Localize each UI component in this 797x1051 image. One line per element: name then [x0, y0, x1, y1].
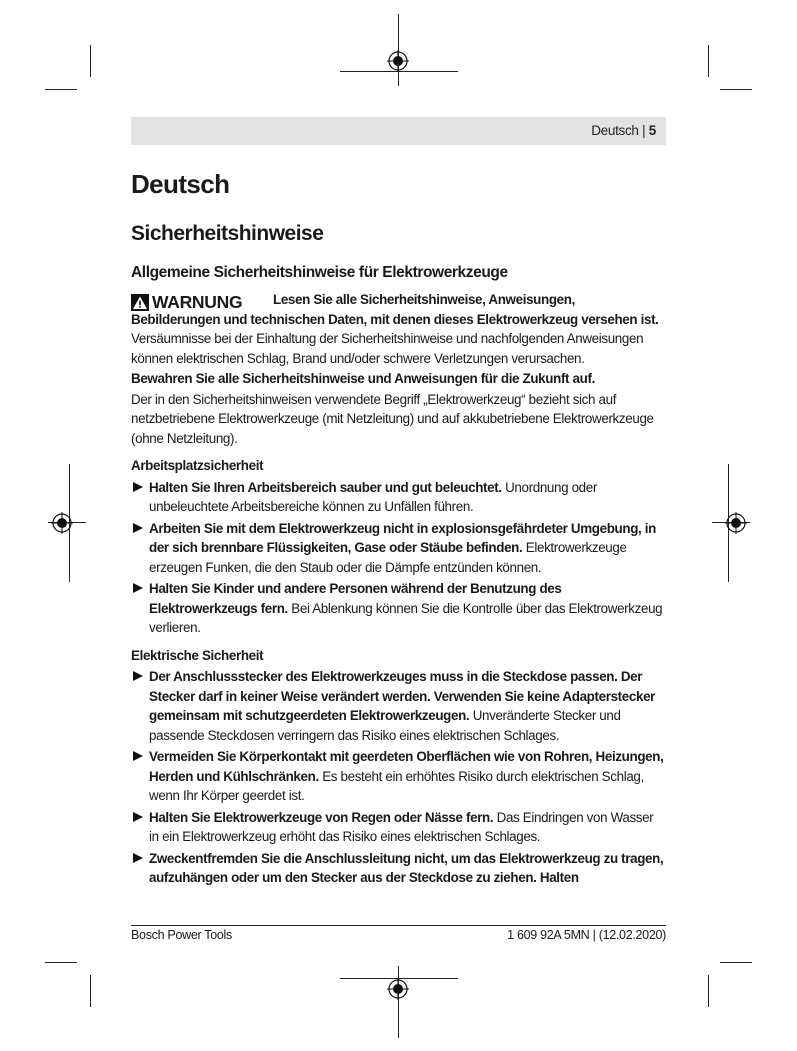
warning-bold-text: Lesen Sie alle Sicherheitshinweise, Anweisungen, Bebilderungen und technischen Daten, mit denen dieses Elektrowerkzeug versehen ist.: [131, 292, 659, 327]
footer-doc-id: 1 609 92A 5MN | (12.02.2020): [507, 928, 666, 942]
electrical-heading: Elektrische Sicherheit: [131, 647, 264, 663]
bullet-triangle-icon: [133, 751, 143, 761]
list-item-bold: Zweckentfremden Sie die Anschlussleitung nicht, um das Elektrowerkzeug zu tragen, aufzuhängen oder um den Stecker aus der Steckdose zu ziehen. Halten: [149, 850, 664, 885]
bullet-triangle-icon: [133, 583, 143, 593]
crop-mark: [720, 89, 752, 90]
registration-mark-icon: [387, 978, 409, 1000]
list-item-text: Das Eindringen von Wasser in ein Elektrowerkzeug erhöht das Risiko eines elektrischen Schlages.: [149, 809, 654, 844]
list-item-text: Unveränderte Stecker und passende Steckdosen verringern das Risiko eines elektrischen Schlages.: [149, 708, 621, 743]
crop-mark: [720, 962, 752, 963]
list-item-text: Elektrowerkzeuge erzeugen Funken, die den Staub oder die Dämpfe entzünden können.: [149, 540, 627, 575]
list-item-bold: Halten Sie Ihren Arbeitsbereich sauber und gut beleuchtet.: [149, 479, 502, 495]
crop-mark: [90, 975, 91, 1007]
page-title: Deutsch: [131, 169, 230, 199]
bullet-triangle-icon: [133, 671, 143, 681]
registration-mark-icon: [387, 50, 409, 72]
crop-mark: [45, 89, 77, 90]
header-separator: |: [642, 123, 646, 138]
main-content: [131, 166, 666, 890]
list-item: [131, 808, 666, 847]
warning-normal-text: Versäumnisse bei der Einhaltung der Sicherheitshinweise und nachfolgenden Anweisungen können elektrischen Schlag, Brand und/oder schwere Verletzungen verursachen.: [131, 331, 644, 366]
list-item: [131, 519, 666, 578]
crop-mark: [90, 45, 91, 77]
page-header: [131, 117, 666, 145]
crop-mark: [708, 45, 709, 77]
list-item-text: Unordnung oder unbeleuchtete Arbeitsbereiche können zu Unfällen führen.: [149, 479, 597, 514]
electrical-list: [131, 667, 666, 888]
footer-publisher: Bosch Power Tools: [131, 928, 232, 942]
registration-line: [398, 966, 399, 1038]
warning-label-box: [131, 292, 242, 313]
registration-mark-icon: [51, 512, 73, 534]
list-item-text: Bei Ablenkung können Sie die Kontrolle über das Elektrowerkzeug verlieren.: [149, 600, 663, 635]
workplace-list: [131, 478, 666, 638]
warning-label: WARNUNG: [152, 292, 243, 312]
crop-mark: [45, 962, 77, 963]
list-item: [131, 478, 666, 517]
list-item: [131, 667, 666, 745]
list-item-bold: Der Anschlussstecker des Elektrowerkzeuges muss in die Steckdose passen. Der Stecker darf in keiner Weise verändert werden. Verwenden Sie keine Adapterstecker gemeinsam mit schutzgeerdeten Elektrowerkzeugen.: [149, 669, 656, 723]
header-section: Deutsch: [591, 123, 639, 138]
list-item-bold: Vermeiden Sie Körperkontakt mit geerdeten Oberflächen wie von Rohren, Heizungen, Herden und Kühlschränken.: [149, 749, 664, 784]
list-item-bold: Halten Sie Kinder und andere Personen während der Benutzung des Elektrowerkzeugs fern.: [149, 581, 562, 616]
list-item: [131, 747, 666, 806]
warning-block: [131, 290, 666, 334]
list-item: [131, 579, 666, 638]
list-item: [131, 849, 666, 888]
crop-mark: [708, 975, 709, 1007]
bullet-triangle-icon: [133, 482, 143, 492]
section-title: Sicherheitshinweise: [131, 222, 324, 245]
definition-paragraph: Der in den Sicherheitshinweisen verwendete Begriff „Elektrowerkzeug“ bezieht sich auf netzbetriebene Elektrowerkzeuge (mit Netzleitung) und auf akkubetriebene Elektrowerkzeuge (ohne Netzleitung).: [131, 391, 654, 446]
footer-rule: [131, 925, 666, 926]
page-number: 5: [648, 123, 656, 138]
bullet-triangle-icon: [133, 853, 143, 863]
subsection-title: Allgemeine Sicherheitshinweise für Elektrowerkzeuge: [131, 264, 508, 281]
bullet-triangle-icon: [133, 523, 143, 533]
header-label: [591, 123, 656, 138]
list-item-bold: Halten Sie Elektrowerkzeuge von Regen oder Nässe fern.: [149, 809, 494, 825]
keep-notice: Bewahren Sie alle Sicherheitshinweise und Anweisungen für die Zukunft auf.: [131, 371, 595, 386]
workplace-heading: Arbeitsplatzsicherheit: [131, 458, 264, 473]
warning-triangle-icon: [131, 294, 149, 311]
registration-mark-icon: [725, 512, 747, 534]
list-item-bold: Arbeiten Sie mit dem Elektrowerkzeug nicht in explosionsgefährdeter Umgebung, in der sich brennbare Flüssigkeiten, Gase oder Stäube befinden.: [149, 520, 656, 555]
bullet-triangle-icon: [133, 812, 143, 822]
list-item-text: Es besteht ein erhöhtes Risiko durch elektrischen Schlag, wenn Ihr Körper geerdet ist.: [149, 768, 644, 803]
